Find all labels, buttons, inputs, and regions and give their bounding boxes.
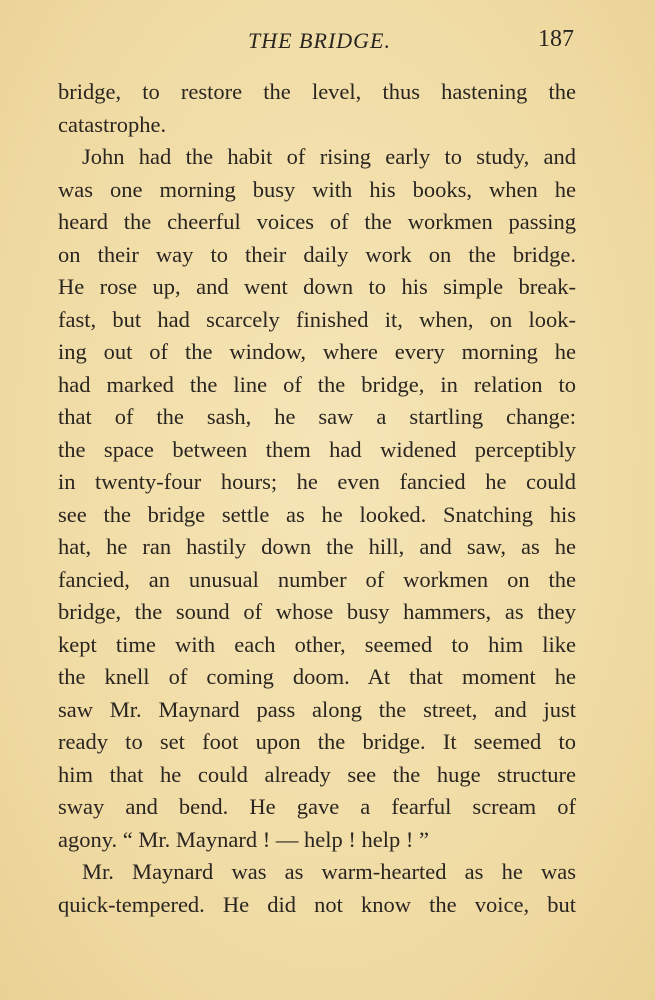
- body-text: [58, 76, 576, 921]
- text-line: catastrophe.: [58, 111, 167, 137]
- text-line: had marked the line of the bridge, in relation to: [58, 371, 576, 397]
- text-line: in twenty-four hours; he even fancied he could: [58, 469, 576, 494]
- text-line: saw Mr. Maynard pass along the street, and just: [58, 696, 576, 722]
- text-line: ing out of the window, where every morning he: [58, 339, 576, 364]
- text-line: the knell of coming doom. At that moment he: [58, 664, 576, 689]
- text-line: ready to set foot upon the bridge. It seemed to: [58, 729, 576, 754]
- text-line: that of the sash, he saw a startling change:: [58, 404, 576, 429]
- text-line: agony. “ Mr. Maynard ! — help ! help ! ”: [58, 826, 429, 852]
- text-line: heard the cheerful voices of the workmen passing: [58, 209, 576, 234]
- text-line: him that he could already see the huge structure: [58, 761, 576, 787]
- text-line: bridge, to restore the level, thus hastening the: [58, 79, 576, 104]
- text-line: quick-tempered. He did not know the voice, but: [58, 891, 576, 917]
- page-number: 187: [538, 26, 574, 52]
- text-line: Mr. Maynard was as warm-hearted as he was: [82, 859, 576, 884]
- text-line: He rose up, and went down to his simple break-: [58, 274, 576, 299]
- text-line: hat, he ran hastily down the hill, and saw, as he: [58, 534, 576, 559]
- text-line: the space between them had widened perceptibly: [58, 436, 576, 462]
- text-line: was one morning busy with his books, when he: [58, 176, 576, 202]
- page-header: [58, 26, 578, 60]
- text-line: kept time with each other, seemed to him like: [58, 631, 576, 657]
- text-line: see the bridge settle as he looked. Snatching his: [58, 501, 576, 527]
- text-line: on their way to their daily work on the bridge.: [58, 241, 576, 267]
- text-line: bridge, the sound of whose busy hammers, as they: [58, 599, 576, 624]
- text-line: John had the habit of rising early to study, and: [82, 144, 576, 169]
- running-title: THE BRIDGE.: [248, 28, 391, 53]
- text-line: sway and bend. He gave a fearful scream of: [58, 794, 576, 819]
- text-line: fancied, an unusual number of workmen on the: [58, 566, 576, 592]
- text-line: fast, but had scarcely finished it, when, on look-: [58, 306, 576, 332]
